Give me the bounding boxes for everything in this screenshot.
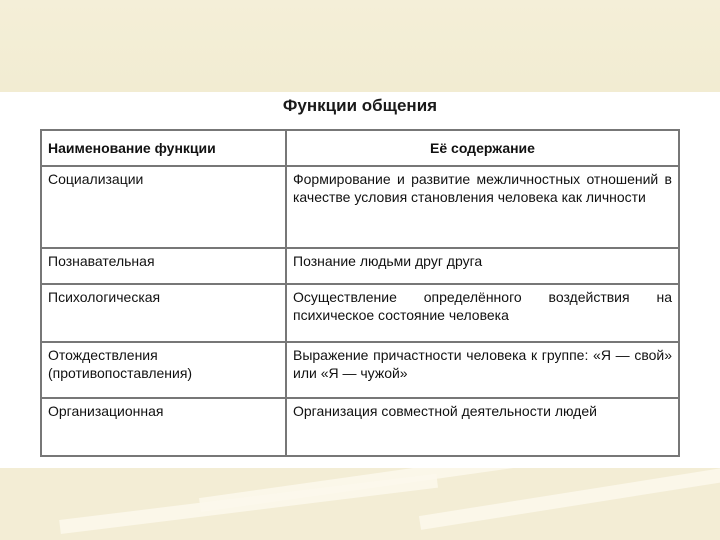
- function-name-cell: Организационная: [41, 398, 286, 456]
- function-content-cell: Выражение причастности человека к группе: «Я — свой» или «Я — чужой»: [286, 342, 679, 398]
- table-row: [41, 284, 679, 342]
- table-header-row: [41, 130, 679, 166]
- function-name-cell: Отождествления (противопоставления): [41, 342, 286, 398]
- function-content-cell: Познание людьми друг друга: [286, 248, 679, 284]
- function-name-cell: Психологическая: [41, 284, 286, 342]
- function-content-cell: Организация совместной деятельности людей: [286, 398, 679, 456]
- table-row: [41, 398, 679, 456]
- page-title: Функции общения: [282, 96, 438, 115]
- table-row: [41, 166, 679, 248]
- function-content-cell: Формирование и развитие межличностных отношений в качестве условия становления человека как личности: [286, 166, 679, 248]
- decor-stroke: [419, 468, 720, 530]
- function-content-cell: Осуществление определённого воздействия на психическое состояние человека: [286, 284, 679, 342]
- table-row: [41, 342, 679, 398]
- table-row: [41, 248, 679, 284]
- decor-stroke: [59, 474, 438, 534]
- slide-top-band: [0, 0, 720, 92]
- header-function-name: Наименование функции: [41, 130, 286, 166]
- functions-table: [40, 129, 680, 457]
- header-content: Её содержание: [286, 130, 679, 166]
- function-name-cell: Социализации: [41, 166, 286, 248]
- slide-bottom-band: [0, 468, 720, 540]
- function-name-cell: Познавательная: [41, 248, 286, 284]
